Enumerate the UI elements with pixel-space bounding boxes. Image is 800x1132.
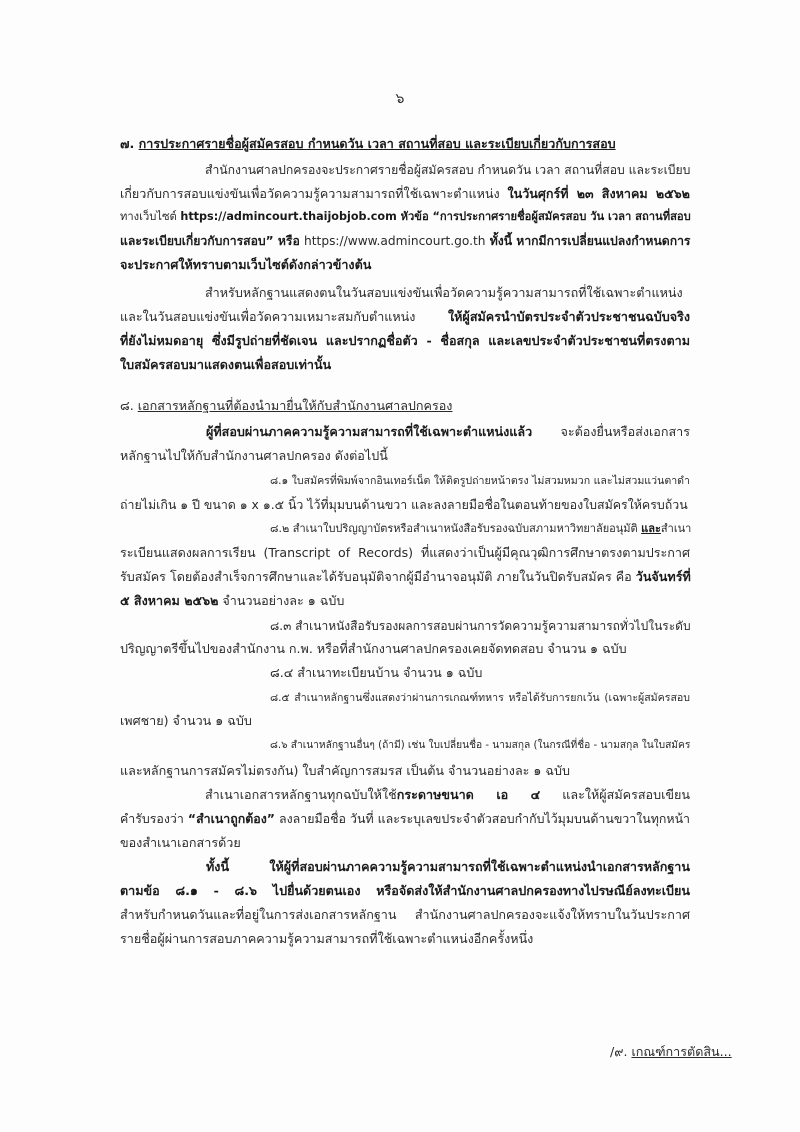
text-segment: ตามข้อ ๘.๑ - ๘.๖ ไปยื่นด้วยตนเอง หรือจัดส่งให้สำนักงานศาลปกครองทางไปรษณีย์ลงทะเบียน [120,883,690,898]
text-segment: ผู้ที่สอบผ่านภาคความรู้ความสามารถที่ใช้เฉพาะตำแหน่งแล้ว [206,424,533,439]
text-segment: หลักฐานไปให้กับสำนักงานศาลปกครอง ดังต่อไปนี้ [120,448,388,463]
text-segment: จำนวนอย่างละ ๑ ฉบับ [218,593,345,608]
text-segment: ๘. [120,398,138,413]
text-line [120,930,690,948]
text-line [205,786,690,804]
text-segment: ๘.๖ สำเนาหลักฐานอื่นๆ (ถ้ามี) เช่น ใบเปลี่ยนชื่อ - นามสกุล (ในกรณีที่ชื่อ - นามสกุล ในใบสมัคร [270,740,691,751]
text-segment: และให้ผู้สมัครสอบเขียน [540,787,690,802]
text-segment: เพศชาย) จำนวน ๑ ฉบับ [120,713,252,728]
text-segment: ที่ยังไม่หมดอายุ ซึ่งมีรูปถ่ายที่ชัดเจน และปรากฏชื่อตัว - ชื่อสกุล และเลขประจำตัวประชาชนที่ตรงตาม [120,333,690,348]
text-segment: ในวันศุกร์ที่ ๒๓ สิงหาคม ๒๕๖๒ [507,186,690,201]
text-line [120,232,690,250]
continuation-note [610,1042,732,1062]
text-segment: และในวันสอบแข่งขันเพื่อวัดความเหมาะสมกับตำแหน่ง [120,309,448,324]
text-segment: และหลักฐานการสมัครไม่ตรงกัน) ใบสำคัญการสมรส เป็นต้น จำนวนอย่างละ ๑ ฉบับ [120,763,570,778]
item-8-1-line [120,496,690,514]
text-segment: เกี่ยวกับการสอบแข่งขันเพื่อวัดความรู้ความสามารถที่ใช้เฉพาะตำแหน่ง [120,186,508,201]
text-segment: สำเนาเอกสารหลักฐานทุกฉบับให้ใช้ [205,787,397,802]
text-segment: https://admincourt.thaijobjob.com หัวข้อ “การประกาศรายชื่อผู้สมัครสอบ วัน เวลา สถานที่สอบ [180,210,691,223]
item-8-6-line [270,737,690,755]
item-8-2-line [120,544,690,562]
text-segment: ทั้งนี้ หากมีการเปลี่ยนแปลงกำหนดการ [485,234,691,248]
text-segment: https://www.admincourt.go.th [304,234,486,248]
text-segment: รายชื่อผู้ผ่านการสอบภาคความรู้ความสามารถที่ใช้เฉพาะตำแหน่งอีกครั้งหนึ่ง [120,931,534,946]
text-segment: ถ่ายไม่เกิน ๑ ปี ขนาด ๑ x ๑.๕ นิ้ว ไว้ที่มุมบนด้านขวา และลงลายมือชื่อในตอนท้ายของใบสมัครให้ครบถ้วน [120,497,688,512]
text-segment: ใบสมัครสอบมาแสดงตนเพื่อสอบเท่านั้น [120,357,332,372]
item-8-1-line [270,472,690,490]
section-heading-8-line [120,397,690,415]
item-8-5-line [270,689,690,707]
text-segment: เอกสารหลักฐานที่ต้องนำมายื่นให้กับสำนักงานศาลปกครอง [137,398,453,413]
text-line [205,161,690,179]
item-8-2-line [120,568,690,586]
text-segment: สำหรับกำหนดวันและที่อยู่ในการส่งเอกสารหลักฐาน สำนักงานศาลปกครองจะแจ้งให้ทราบในวันประกาศ [120,907,690,922]
section-heading-7-line [120,135,690,153]
text-line [206,423,690,441]
text-segment: การประกาศรายชื่อผู้สมัครสอบ กำหนดวัน เวลา สถานที่สอบ และระเบียบเกี่ยวกับการสอบ [138,136,616,151]
text-segment: ของสำเนาเอกสารด้วย [120,835,241,850]
text-segment: รับสมัคร โดยต้องสำเร็จการศึกษาและได้รับอนุมัติจากผู้มีอำนาจอนุมัติ ภายในวันปิดรับสมัคร คือ [120,569,636,584]
text-segment: คำรับรองว่า [120,811,188,826]
text-line [120,332,690,350]
item-8-3-line [120,640,690,658]
text-segment: สำเนา [660,522,692,535]
text-segment: จะต้องยื่นหรือส่งเอกสาร [532,424,690,439]
text-segment: ๘.๑ ใบสมัครที่พิมพ์จากอินเทอร์เน็ต ให้ติดรูปถ่ายหน้าตรง ไม่สวมหมวก และไม่สวมแว่นตาดำ [270,475,690,487]
text-line [120,882,690,900]
continuation-prefix: /๙. [610,1044,632,1059]
text-segment: กระดาษขนาด เอ ๔ [396,787,541,802]
text-segment: ให้ผู้สมัครนำบัตรประจำตัวประชาชนฉบับจริง [447,309,690,324]
text-line [206,858,690,876]
text-segment: ปริญญาตรีขึ้นไปของสำนักงาน ก.พ. หรือที่สำนักงานศาลปกครองเคยจัดทดสอบ จำนวน ๑ ฉบับ [120,641,627,656]
text-segment: สำนักงานศาลปกครองจะประกาศรายชื่อผู้สมัครสอบ กำหนดวัน เวลา สถานที่สอบ และระเบียบ [205,163,691,177]
text-segment: และระเบียบเกี่ยวกับการสอบ” หรือ [120,234,305,248]
text-segment: จะประกาศให้ทราบตามเว็บไซต์ดังกล่าวข้างต้น [120,257,372,272]
text-segment: ลงลายมือชื่อ วันที่ และระบุเลขประจำตัวสอบกำกับไว้มุมบนด้านขวาในทุกหน้า [274,811,690,826]
page-number: ๖ [395,91,405,107]
text-segment: ทางเว็บไซต์ [120,210,181,223]
text-segment: ๘.๒ สำเนาใบปริญญาบัตรหรือสำเนาหนังสือรับรองฉบับสภามหาวิทยาลัยอนุมัติ [270,522,642,535]
text-line [205,284,690,302]
text-line [120,185,690,203]
text-line [120,834,690,852]
text-line [120,208,690,226]
text-segment: ๘.๔ สำเนาทะเบียนบ้าน จำนวน ๑ ฉบับ [270,665,483,680]
text-segment: “สำเนาถูกต้อง” [187,811,275,826]
text-segment: ทั้งนี้ ให้ผู้ที่สอบผ่านภาคความรู้ความสามารถที่ใช้เฉพาะตำแหน่งนำเอกสารหลักฐาน [206,859,690,874]
item-8-6-line [120,762,690,780]
text-segment: และ [641,522,661,535]
text-segment: ระเบียนแสดงผลการเรียน (Transcript of Records) ที่แสดงว่าเป็นผู้มีคุณวุฒิการศึกษาตรงตามประกาศ [120,545,690,560]
text-line [120,308,690,326]
text-segment: ๕ สิงหาคม ๒๕๖๒ [120,593,219,608]
text-segment: ๘.๕ สำเนาหลักฐานซึ่งแสดงว่าผ่านการเกณฑ์ทหาร หรือได้รับการยกเว้น (เฉพาะผู้สมัครสอบ [270,692,690,704]
item-8-3-line [270,617,690,635]
text-line [120,256,690,274]
continuation-link-text: เกณฑ์การตัดสิน... [631,1044,732,1059]
item-8-2-line [270,520,690,538]
text-line [120,356,690,374]
item-8-5-line [120,712,690,730]
text-segment: วันจันทร์ที่ [635,569,691,584]
item-8-2-line [120,592,690,610]
text-segment: ๘.๓ สำเนาหนังสือรับรองผลการสอบผ่านการวัดความรู้ความสามารถทั่วไปในระดับ [270,619,691,633]
text-line [120,810,690,828]
item-8-4-line [270,664,690,682]
text-segment: สำหรับหลักฐานแสดงตนในวันสอบแข่งขันเพื่อวัดความรู้ความสามารถที่ใช้เฉพาะตำแหน่ง [205,285,683,300]
text-line [120,906,690,924]
text-segment: ๗. [120,136,139,151]
text-line [120,447,690,465]
